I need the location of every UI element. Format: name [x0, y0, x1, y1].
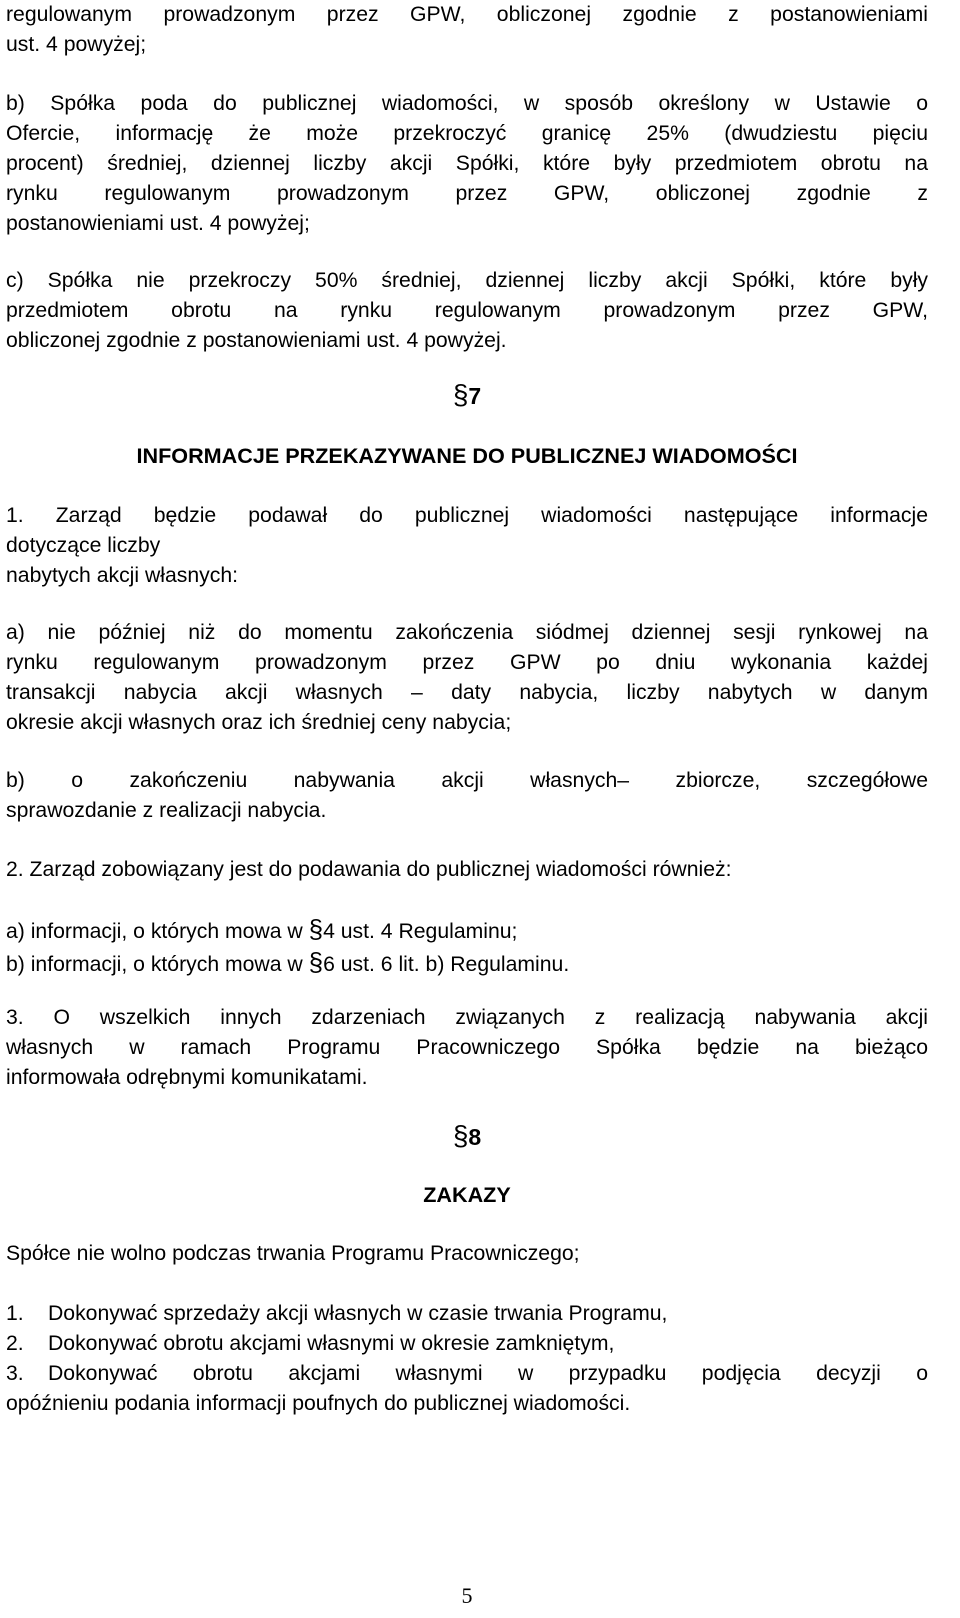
text-line: nabytych akcji własnych:	[6, 564, 238, 587]
list-number: 3.	[6, 1362, 24, 1385]
text-line: 2. Zarząd zobowiązany jest do podawania do publicznej wiadomości również:	[6, 858, 732, 881]
text-line: ust. 4 powyżej;	[6, 33, 147, 56]
text-line: 3. O wszelkich innych zdarzeniach związanych z realizacją nabywania akcji	[6, 1006, 928, 1029]
text-line: Ofercie, informację że może przekroczyć granicę 25% (dwudziestu pięciu	[6, 122, 928, 145]
text-run: 6 ust. 6 lit. b) Regulaminu.	[323, 953, 570, 976]
text-line: c) Spółka nie przekroczy 50% średniej, dziennej liczby akcji Spółki, które były	[6, 269, 928, 292]
text-line: okresie akcji własnych oraz ich średniej ceny nabycia;	[6, 711, 512, 734]
text-line: własnych w ramach Programu Pracowniczego Spółka będzie na bieżąco	[6, 1036, 928, 1059]
text-line: postanowieniami ust. 4 powyżej;	[6, 212, 310, 235]
list-item	[6, 1299, 928, 1329]
paragraph-b	[6, 89, 928, 239]
list-item-3-continuation	[6, 1389, 928, 1419]
section-7-point-1	[6, 501, 928, 591]
section-7-point-3	[6, 1003, 928, 1093]
text-line: b) Spółka poda do publicznej wiadomości, w sposób określony w Ustawie o	[6, 92, 928, 115]
text-line: Spółce nie wolno podczas trwania Programu Pracowniczego;	[6, 1242, 580, 1265]
section-7-point-a	[6, 618, 928, 738]
section-number: 7	[468, 383, 482, 409]
text-run: 4 ust. 4 Regulaminu;	[323, 920, 518, 943]
page-number: 5	[461, 1583, 473, 1608]
section-7-point-2a	[6, 914, 928, 980]
section-8-number	[6, 1121, 928, 1152]
section-symbol: §	[452, 379, 469, 410]
section-7-title: INFORMACJE PRZEKAZYWANE DO PUBLICZNEJ WIADOMOŚCI	[136, 443, 798, 468]
list-text	[48, 1329, 928, 1359]
section-8-title: ZAKAZY	[423, 1182, 511, 1207]
text-line: przedmiotem obrotu na rynku regulowanym prowadzonym przez GPW,	[6, 299, 928, 322]
text-line: rynku regulowanym prowadzonym przez GPW, obliczonej zgodnie z	[6, 182, 928, 205]
text-line: rynku regulowanym prowadzonym przez GPW po dniu wykonania każdej	[6, 651, 928, 674]
section-symbol: §	[308, 947, 324, 977]
text-line: procent) średniej, dziennej liczby akcji Spółki, które były przedmiotem obrotu na	[6, 152, 928, 175]
text-line: obliczonej zgodnie z postanowieniami ust. 4 powyżej.	[6, 329, 507, 352]
list-item	[6, 1329, 928, 1359]
section-7-point-2	[6, 855, 928, 885]
text-line: 1. Zarząd będzie podawał do publicznej wiadomości następujące informacje	[6, 504, 928, 527]
list-item	[6, 1359, 928, 1389]
text-line: Dokonywać obrotu akcjami własnymi w okresie zamkniętym,	[48, 1332, 615, 1355]
text-line: regulowanym prowadzonym przez GPW, obliczonej zgodnie z postanowieniami	[6, 3, 928, 26]
section-symbol: §	[452, 1120, 469, 1151]
text-line: sprawozdanie z realizacji nabycia.	[6, 799, 327, 822]
list-text	[48, 1359, 928, 1389]
section-number: 8	[468, 1124, 482, 1150]
text-line: informowała odrębnymi komunikatami.	[6, 1066, 368, 1089]
paragraph-c	[6, 266, 928, 356]
text-line: transakcji nabycia akcji własnych – daty nabycia, liczby nabytych w danym	[6, 681, 928, 704]
top-fragment	[6, 0, 928, 60]
text-line: Dokonywać sprzedaży akcji własnych w czasie trwania Programu,	[48, 1302, 668, 1325]
text-line: b) o zakończeniu nabywania akcji własnych– zbiorcze, szczegółowe	[6, 769, 928, 792]
list-number: 1.	[6, 1302, 24, 1325]
prohibitions-list	[6, 1299, 928, 1389]
text-line: Dokonywać obrotu akcjami własnymi w przypadku podjęcia decyzji o	[48, 1362, 928, 1385]
text-line	[6, 947, 928, 980]
text-run: b) informacji, o których mowa w	[6, 953, 309, 976]
list-number: 2.	[6, 1332, 24, 1355]
text-run: a) informacji, o których mowa w	[6, 920, 309, 943]
section-7-number	[6, 380, 928, 411]
text-line: dotyczące liczby	[6, 534, 161, 557]
section-8-intro	[6, 1239, 928, 1269]
section-7-point-b	[6, 766, 928, 826]
text-line: opóźnieniu podania informacji poufnych do publicznej wiadomości.	[6, 1392, 631, 1415]
section-symbol: §	[308, 914, 324, 944]
text-line: a) nie później niż do momentu zakończenia siódmej dziennej sesji rynkowej na	[6, 621, 928, 644]
text-line	[6, 914, 928, 947]
list-text	[48, 1299, 928, 1329]
